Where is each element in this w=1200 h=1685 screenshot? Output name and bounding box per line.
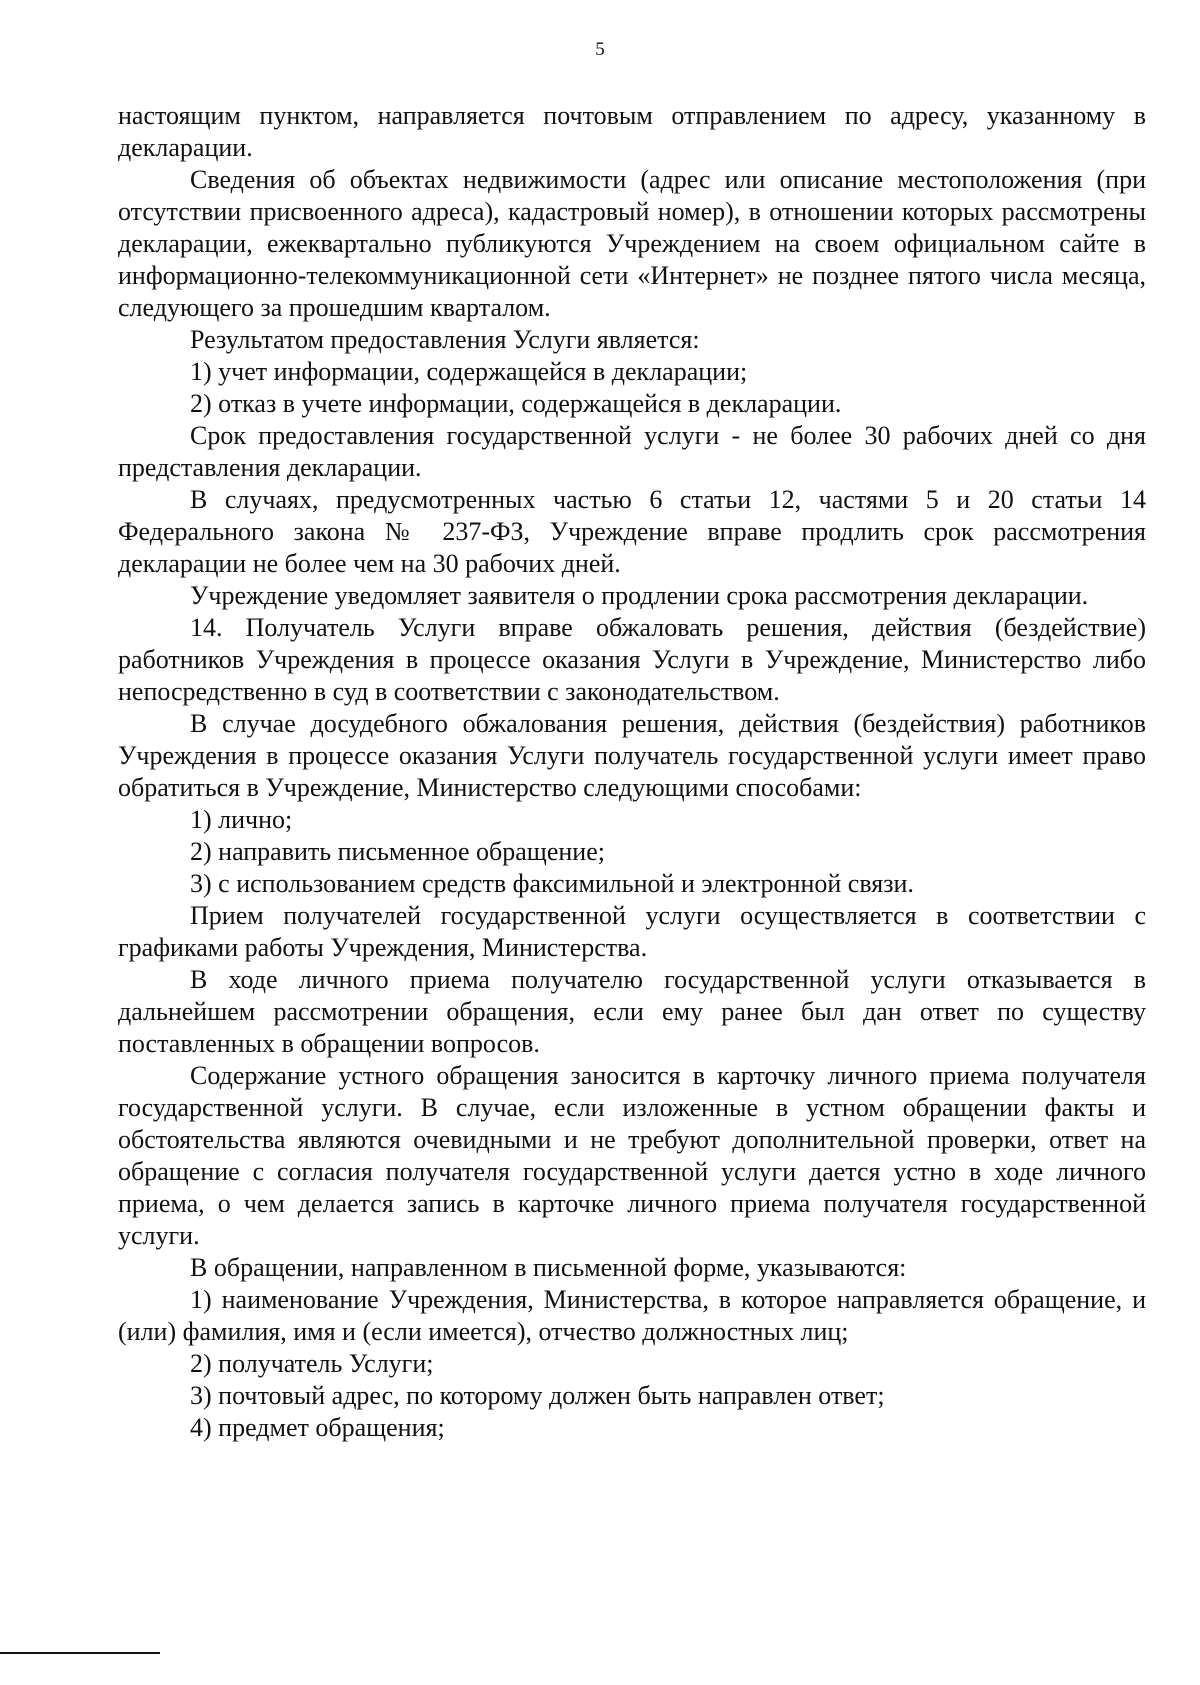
list-item-written-2: 2) получатель Услуги; xyxy=(190,1349,434,1378)
page-number: 5 xyxy=(595,39,605,60)
list-item-method-3: 3) с использованием средств факсимильной и электронной связи. xyxy=(190,869,914,898)
list-item-written-1: 1) наименование Учреждения, Министерства, в которое направляется обращение, и (или) фамилия, имя и (если имеется), отчество должностных лиц; xyxy=(118,1285,1146,1346)
list-item-written-3: 3) почтовый адрес, по которому должен быть направлен ответ; xyxy=(190,1381,885,1410)
list-item-result-1: 1) учет информации, содержащейся в декларации; xyxy=(190,357,748,386)
paragraph-personal-reception: В ходе личного приема получателю государственной услуги отказывается в дальнейшем рассмотрении обращения, если ему ранее был дан ответ по существу поставленных в обращении вопросов. xyxy=(118,965,1146,1058)
paragraph-section-14: 14. Получатель Услуги вправе обжаловать решения, действия (бездействие) работников Учреждения в процессе оказания Услуги в Учреждение, Министерство либо непосредственно в суд в соответствии с законодательством. xyxy=(118,613,1146,706)
paragraph-real-estate-info: Сведения об объектах недвижимости (адрес или описание местоположения (при отсутствии присвоенного адреса), кадастровый номер), в отношении которых рассмотрены декларации, ежеквартально публикуются Учреждением на своем официальном сайте в информационно-телекоммуникационной сети «Интернет» не позднее пятого числа месяца, следующего за прошедшим кварталом. xyxy=(118,165,1146,322)
footer-separator-line xyxy=(0,1652,160,1654)
paragraph-reception-schedule: Прием получателей государственной услуги осуществляется в соответствии с графиками работы Учреждения, Министерства. xyxy=(118,901,1146,962)
list-item-written-4: 4) предмет обращения; xyxy=(190,1413,445,1442)
paragraph-result-intro: Результатом предоставления Услуги является: xyxy=(190,325,700,354)
paragraph-continuation: настоящим пунктом, направляется почтовым отправлением по адресу, указанному в декларации. xyxy=(118,101,1146,162)
paragraph-oral-appeal: Содержание устного обращения заносится в карточку личного приема получателя государственной услуги. В случае, если изложенные в устном обращении факты и обстоятельства являются очевидными и не требуют дополнительной проверки, ответ на обращение с согласия получателя государственной услуги дается устно в ходе личного приема, о чем делается запись в карточке личного приема получателя государственной услуги. xyxy=(118,1061,1146,1250)
list-item-method-2: 2) направить письменное обращение; xyxy=(190,837,605,866)
paragraph-notification: Учреждение уведомляет заявителя о продлении срока рассмотрения декларации. xyxy=(190,581,1089,610)
list-item-method-1: 1) лично; xyxy=(190,805,293,834)
paragraph-written-appeal-intro: В обращении, направленном в письменной форме, указываются: xyxy=(190,1253,907,1282)
document-body xyxy=(118,100,1146,1444)
paragraph-deadline: Срок предоставления государственной услуги - не более 30 рабочих дней со дня представления декларации. xyxy=(118,421,1146,482)
paragraph-extension: В случаях, предусмотренных частью 6 статьи 12, частями 5 и 20 статьи 14 Федерального закона № 237-ФЗ, Учреждение вправе продлить срок рассмотрения декларации не более чем на 30 рабочих дней. xyxy=(118,485,1146,578)
paragraph-pretrial-appeal: В случае досудебного обжалования решения, действия (бездействия) работников Учреждения в процессе оказания Услуги получатель государственной услуги имеет право обратиться в Учреждение, Министерство следующими способами: xyxy=(118,709,1146,802)
list-item-result-2: 2) отказ в учете информации, содержащейся в декларации. xyxy=(190,389,842,418)
